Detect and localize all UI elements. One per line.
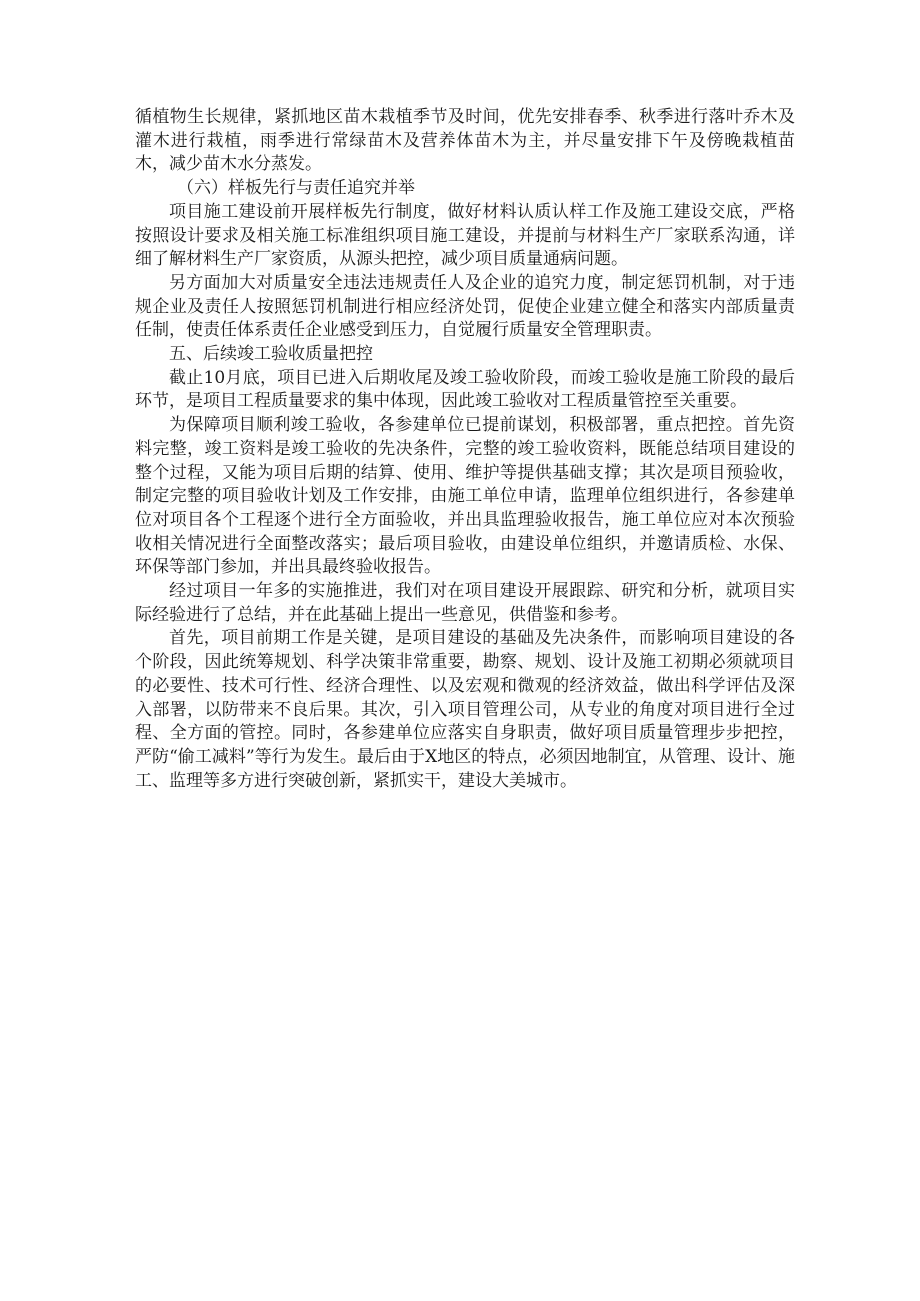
section-heading-6: （六）样板先行与责任追究并举 xyxy=(177,178,415,199)
paragraph-continued: 循植物生长规律，紧抓地区苗木栽植季节及时间，优先安排春季、秋季进行落叶乔木及灌木进行栽植，雨季进行常绿苗木及营养体苗木为主，并尽量安排下午及傍晚栽植苗木，减少苗木水分蒸发。 xyxy=(135,107,795,175)
section-heading-5: 五、后续竣工验收质量把控 xyxy=(169,344,373,365)
paragraph: 为保障项目顺利竣工验收，各参建单位已提前谋划，积极部署，重点把控。首先资料完整，竣工资料是竣工验收的先决条件，完整的竣工验收资料，既能总结项目建设的整个过程，又能为项目后期的结算、使用、维护等提供基础支撑；其次是项目预验收，制定完整的项目验收计划及工作安排，由施工单位申请，监理单位组织进行，各参建单位对项目各个工程逐个进行全方面验收，并出具监理验收报告，施工单位应对本次预验收相关情况进行全面整改落实；最后项目验收，由建设单位组织，并邀请质检、水保、环保等部门参加，并出具最终验收报告。 xyxy=(135,415,795,578)
paragraph: 截止10月底，项目已进入后期收尾及竣工验收阶段，而竣工验收是施工阶段的最后环节，是项目工程质量要求的集中体现，因此竣工验收对工程质量管控至关重要。 xyxy=(135,367,795,412)
document-body xyxy=(135,106,795,793)
paragraph: 项目施工建设前开展样板先行制度，做好材料认质认样工作及施工建设交底，严格按照设计要求及相关施工标准组织项目施工建设，并提前与材料生产厂家联系沟通，详细了解材料生产厂家资质，从源头把控，减少项目质量通病问题。 xyxy=(135,201,795,270)
paragraph: 另方面加大对质量安全违法违规责任人及企业的追究力度，制定惩罚机制，对于违规企业及责任人按照惩罚机制进行相应经济处罚，促使企业建立健全和落实内部质量责任制，使责任体系责任企业感受到压力，自觉履行质量安全管理职责。 xyxy=(135,272,795,341)
paragraph: 经过项目一年多的实施推进，我们对在项目建设开展跟踪、研究和分析，就项目实际经验进行了总结，并在此基础上提出一些意见，供借鉴和参考。 xyxy=(135,581,795,625)
paragraph: 首先，项目前期工作是关键，是项目建设的基础及先决条件，而影响项目建设的各个阶段，因此统筹规划、科学决策非常重要，勘察、规划、设计及施工初期必须就项目的必要性、技术可行性、经济合理性、以及宏观和微观的经济效益，做出科学评估及深入部署，以防带来不良后果。其次，引入项目管理公司，从专业的角度对项目进行全过程、全方面的管控。同时，各参建单位应落实自身职责，做好项目质量管理步步把控，严防“偷工减料”等行为发生。最后由于X地区的特点，必须因地制宜，从管理、设计、施工、监理等多方进行突破创新，紧抓实干，建设大美城市。 xyxy=(135,628,795,791)
